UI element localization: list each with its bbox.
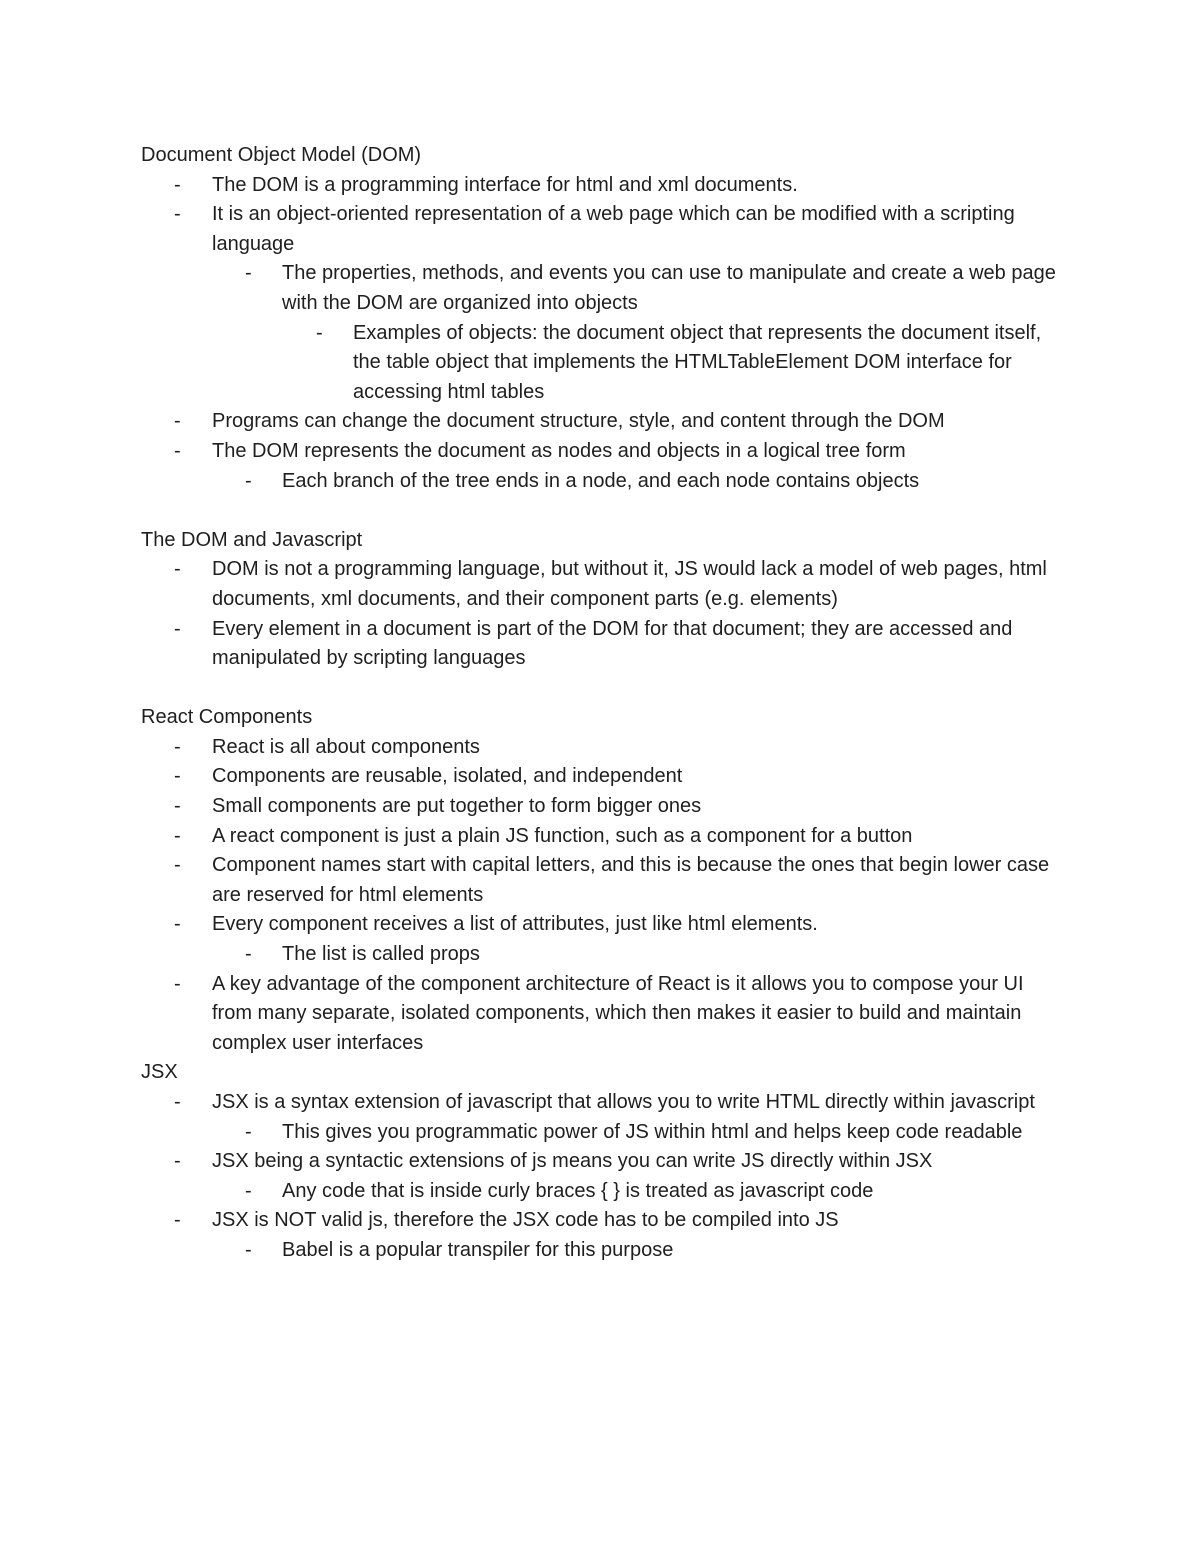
- bullet-dash: -: [174, 203, 181, 226]
- bullet-dash: -: [174, 972, 181, 995]
- list-item-text: Examples of objects: the document object that represents the document itself, the table object that implements the HTMLTableElement DOM interface for accessing html tables: [353, 321, 1042, 403]
- list-item-text: JSX is NOT valid js, therefore the JSX code has to be compiled into JS: [212, 1209, 839, 1232]
- list-item-text: Component names start with capital letters, and this is because the ones that begin lower case are reserved for html elements: [212, 854, 1050, 906]
- list-item-text: Components are reusable, isolated, and independent: [212, 765, 683, 788]
- bullet-dash: -: [174, 173, 181, 196]
- bullet-dash: -: [174, 439, 181, 462]
- list-item: [141, 822, 1061, 852]
- section-heading: Document Object Model (DOM): [141, 144, 422, 166]
- bullet-dash: -: [174, 795, 181, 818]
- list-item-text: A key advantage of the component architecture of React is it allows you to compose your UI from many separate, isolated components, which then makes it easier to build and maintain complex user interfaces: [212, 972, 1024, 1054]
- list-item: [141, 200, 1061, 259]
- list-item-text: This gives you programmatic power of JS within html and helps keep code readable: [282, 1120, 1023, 1143]
- list-item-text: It is an object-oriented representation of a web page which can be modified with a scripting language: [212, 203, 1015, 255]
- bullet-dash: -: [245, 1120, 252, 1143]
- list-item-text: Any code that is inside curly braces { } is treated as javascript code: [282, 1179, 874, 1202]
- list-item: [141, 940, 1061, 970]
- bullet-dash: -: [174, 558, 181, 581]
- bullet-dash: -: [174, 765, 181, 788]
- list-item: [141, 319, 1061, 408]
- list-item: [141, 1118, 1061, 1148]
- list-item-text: Programs can change the document structure, style, and content through the DOM: [212, 410, 945, 433]
- list-item-text: The list is called props: [282, 943, 480, 966]
- list-item: [141, 467, 1061, 497]
- list-item-text: DOM is not a programming language, but without it, JS would lack a model of web pages, html documents, xml documents, and their component parts (e.g. elements): [212, 558, 1047, 610]
- bullet-dash: -: [174, 1150, 181, 1173]
- list-item-text: A react component is just a plain JS function, such as a component for a button: [212, 824, 913, 847]
- bullet-dash: -: [245, 1179, 252, 1202]
- list-item-text: JSX is a syntax extension of javascript that allows you to write HTML directly within javascript: [212, 1091, 1035, 1113]
- bullet-dash: -: [174, 735, 181, 758]
- bullet-dash: -: [174, 617, 181, 640]
- section-spacer: [141, 674, 1061, 704]
- list-item: [141, 437, 1061, 467]
- list-item-text: Small components are put together to form bigger ones: [212, 795, 702, 818]
- section-heading: React Components: [141, 706, 313, 729]
- list-item-text: The properties, methods, and events you can use to manipulate and create a web page with the DOM are organized into objects: [282, 262, 1056, 314]
- section-heading: The DOM and Javascript: [141, 528, 363, 551]
- list-item: [141, 171, 1061, 201]
- list-item-text: Babel is a popular transpiler for this purpose: [282, 1238, 674, 1261]
- bullet-dash: -: [174, 824, 181, 847]
- list-item: [141, 259, 1061, 318]
- list-item-text: Each branch of the tree ends in a node, and each node contains objects: [282, 469, 920, 492]
- list-item: [141, 1147, 1061, 1177]
- bullet-dash: -: [174, 913, 181, 936]
- list-item-text: JSX being a syntactic extensions of js means you can write JS directly within JSX: [212, 1150, 933, 1173]
- list-item: [141, 407, 1061, 437]
- list-item-text: Every element in a document is part of the DOM for that document; they are accessed and manipulated by scripting languages: [212, 617, 1013, 670]
- list-item-text: The DOM represents the document as nodes and objects in a logical tree form: [212, 439, 906, 462]
- bullet-dash: -: [245, 1238, 252, 1261]
- list-item: [141, 1177, 1061, 1207]
- bullet-dash: -: [316, 321, 323, 344]
- bullet-dash: -: [245, 262, 252, 285]
- list-item: [141, 733, 1061, 763]
- bullet-dash: -: [174, 410, 181, 433]
- list-item-text: Every component receives a list of attributes, just like html elements.: [212, 913, 818, 936]
- bullet-dash: -: [245, 469, 252, 492]
- bullet-dash: -: [245, 943, 252, 966]
- list-item: [141, 1206, 1061, 1236]
- bullet-dash: -: [174, 854, 181, 877]
- list-item: [141, 792, 1061, 822]
- list-item: [141, 910, 1061, 940]
- list-item: [141, 1088, 1061, 1118]
- bullet-dash: -: [174, 1209, 181, 1232]
- section-heading: JSX: [141, 1061, 178, 1084]
- list-item-text: React is all about components: [212, 735, 480, 758]
- document-body: [141, 141, 1061, 1266]
- list-item: [141, 970, 1061, 1059]
- list-item: [141, 851, 1061, 910]
- section-spacer: [141, 496, 1061, 526]
- list-item: [141, 1236, 1061, 1266]
- bullet-dash: -: [174, 1091, 181, 1113]
- list-item: [141, 762, 1061, 792]
- list-item-text: The DOM is a programming interface for html and xml documents.: [212, 173, 798, 196]
- list-item: [141, 615, 1061, 674]
- list-item: [141, 555, 1061, 614]
